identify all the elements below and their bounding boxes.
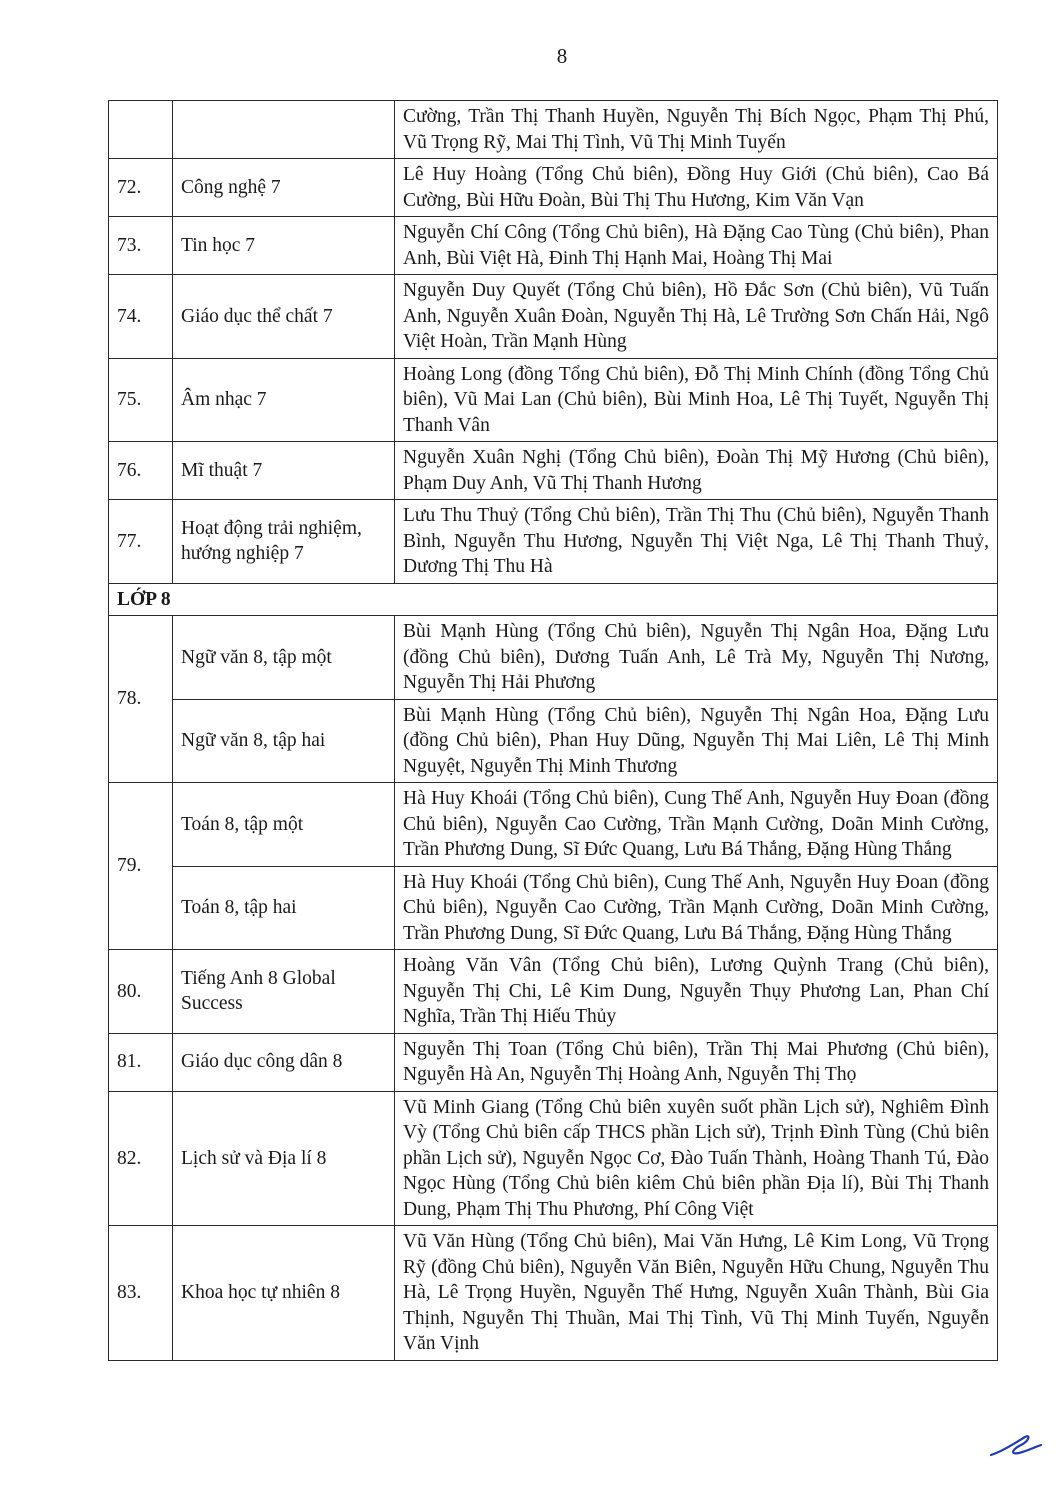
book-authors: Nguyễn Duy Quyết (Tổng Chủ biên), Hồ Đắc Sơn (Chủ biên), Vũ Tuấn Anh, Nguyễn Xuân Đoàn, Nguyễn Thị Hà, Lê Trường Sơn Chấn Hải, Ngô Việt Hoàn, Trần Mạnh Hùng bbox=[395, 275, 998, 359]
page-number: 8 bbox=[556, 44, 568, 68]
table-row bbox=[109, 950, 998, 1034]
book-title: Ngữ văn 8, tập một bbox=[173, 616, 395, 700]
book-authors: Cường, Trần Thị Thanh Huyền, Nguyễn Thị Bích Ngọc, Phạm Thị Phú, Vũ Trọng Rỹ, Mai Thị Tình, Vũ Thị Minh Tuyến bbox=[395, 101, 998, 159]
row-number: 73. bbox=[109, 217, 173, 275]
table-row bbox=[109, 866, 998, 950]
book-title: Giáo dục thể chất 7 bbox=[173, 275, 395, 359]
book-authors: Lê Huy Hoàng (Tổng Chủ biên), Đồng Huy Giới (Chủ biên), Cao Bá Cường, Bùi Hữu Đoàn, Bùi Thị Thu Hương, Kim Văn Vạn bbox=[395, 159, 998, 217]
table-row bbox=[109, 616, 998, 700]
row-number: 75. bbox=[109, 358, 173, 442]
book-authors: Nguyễn Xuân Nghị (Tổng Chủ biên), Đoàn Thị Mỹ Hương (Chủ biên), Phạm Duy Anh, Vũ Thị Thanh Hương bbox=[395, 442, 998, 500]
row-number: 79. bbox=[109, 783, 173, 950]
book-title: Giáo dục công dân 8 bbox=[173, 1033, 395, 1091]
table-row bbox=[109, 1033, 998, 1091]
section-row bbox=[109, 583, 998, 616]
book-title: Tiếng Anh 8 Global Success bbox=[173, 950, 395, 1034]
book-authors: Vũ Minh Giang (Tổng Chủ biên xuyên suốt phần Lịch sử), Nghiêm Đình Vỳ (Tổng Chủ biên cấp THCS phần Lịch sử), Trịnh Đình Tùng (Chủ biên phần Lịch sử), Nguyễn Ngọc Cơ, Đào Tuấn Thành, Hoàng Thanh Tú, Đào Ngọc Hùng (Tổng Chủ biên kiêm Chủ biên phần Địa lí), Bùi Thị Thanh Dung, Phạm Thị Thu Phương, Phí Công Việt bbox=[395, 1091, 998, 1226]
book-title: Âm nhạc 7 bbox=[173, 358, 395, 442]
section-heading: LỚP 8 bbox=[109, 583, 998, 616]
row-number: 81. bbox=[109, 1033, 173, 1091]
book-title: Tin học 7 bbox=[173, 217, 395, 275]
row-number: 72. bbox=[109, 159, 173, 217]
book-title: Mĩ thuật 7 bbox=[173, 442, 395, 500]
table-row bbox=[109, 101, 998, 159]
row-number: 83. bbox=[109, 1226, 173, 1361]
table-body bbox=[109, 101, 998, 1361]
textbook-table bbox=[108, 100, 998, 1361]
table-row bbox=[109, 500, 998, 584]
book-title: Công nghệ 7 bbox=[173, 159, 395, 217]
book-authors: Hà Huy Khoái (Tổng Chủ biên), Cung Thế Anh, Nguyễn Huy Đoan (đồng Chủ biên), Nguyễn Cao Cường, Trần Mạnh Cường, Doãn Minh Cường, Trần Phương Dung, Sĩ Đức Quang, Lưu Bá Thắng, Đặng Hùng Thắng bbox=[395, 866, 998, 950]
book-authors: Lưu Thu Thuỷ (Tổng Chủ biên), Trần Thị Thu (Chủ biên), Nguyễn Thanh Bình, Nguyễn Thu Hương, Nguyễn Thị Việt Nga, Lê Thị Thanh Thuỷ, Dương Thị Thu Hà bbox=[395, 500, 998, 584]
book-authors: Bùi Mạnh Hùng (Tổng Chủ biên), Nguyễn Thị Ngân Hoa, Đặng Lưu (đồng Chủ biên), Dương Tuấn Anh, Lê Trà My, Nguyễn Thị Nương, Nguyễn Thị Hải Phương bbox=[395, 616, 998, 700]
book-title: Ngữ văn 8, tập hai bbox=[173, 699, 395, 783]
row-number: 82. bbox=[109, 1091, 173, 1226]
book-title: Hoạt động trải nghiệm, hướng nghiệp 7 bbox=[173, 500, 395, 584]
book-title: Lịch sử và Địa lí 8 bbox=[173, 1091, 395, 1226]
book-title bbox=[173, 101, 395, 159]
book-authors: Bùi Mạnh Hùng (Tổng Chủ biên), Nguyễn Thị Ngân Hoa, Đặng Lưu (đồng Chủ biên), Phan Huy Dũng, Nguyễn Thị Mai Liên, Lê Thị Minh Nguyệt, Nguyễn Thị Minh Thương bbox=[395, 699, 998, 783]
row-number: 74. bbox=[109, 275, 173, 359]
book-authors: Nguyễn Thị Toan (Tổng Chủ biên), Trần Thị Mai Phương (Chủ biên), Nguyễn Hà An, Nguyễn Thị Hoàng Anh, Nguyễn Thị Thọ bbox=[395, 1033, 998, 1091]
book-title: Khoa học tự nhiên 8 bbox=[173, 1226, 395, 1361]
book-authors: Hoàng Văn Vân (Tổng Chủ biên), Lương Quỳnh Trang (Chủ biên), Nguyễn Thị Chi, Lê Kim Dung, Nguyễn Thụy Phương Lan, Phan Chí Nghĩa, Trần Thị Hiếu Thủy bbox=[395, 950, 998, 1034]
table-row bbox=[109, 358, 998, 442]
row-number: 76. bbox=[109, 442, 173, 500]
table-row bbox=[109, 699, 998, 783]
signature-mark bbox=[985, 1425, 1045, 1465]
book-authors: Hà Huy Khoái (Tổng Chủ biên), Cung Thế Anh, Nguyễn Huy Đoan (đồng Chủ biên), Nguyễn Cao Cường, Trần Mạnh Cường, Doãn Minh Cường, Trần Phương Dung, Sĩ Đức Quang, Lưu Bá Thắng, Đặng Hùng Thắng bbox=[395, 783, 998, 867]
book-authors: Nguyễn Chí Công (Tổng Chủ biên), Hà Đặng Cao Tùng (Chủ biên), Phan Anh, Bùi Việt Hà, Đinh Thị Hạnh Mai, Hoàng Thị Mai bbox=[395, 217, 998, 275]
book-authors: Hoàng Long (đồng Tổng Chủ biên), Đỗ Thị Minh Chính (đồng Tổng Chủ biên), Vũ Mai Lan (Chủ biên), Bùi Minh Hoa, Lê Thị Tuyết, Nguyễn Thị Thanh Vân bbox=[395, 358, 998, 442]
table-row bbox=[109, 275, 998, 359]
table-row bbox=[109, 1226, 998, 1361]
row-number: 80. bbox=[109, 950, 173, 1034]
table-row bbox=[109, 1091, 998, 1226]
table-row bbox=[109, 783, 998, 867]
row-number: 77. bbox=[109, 500, 173, 584]
book-title: Toán 8, tập hai bbox=[173, 866, 395, 950]
table-row bbox=[109, 442, 998, 500]
book-title: Toán 8, tập một bbox=[173, 783, 395, 867]
book-authors: Vũ Văn Hùng (Tổng Chủ biên), Mai Văn Hưng, Lê Kim Long, Vũ Trọng Rỹ (đồng Chủ biên), Nguyễn Văn Biên, Nguyễn Hữu Chung, Nguyễn Thu Hà, Lê Trọng Huyền, Nguyễn Thế Hưng, Nguyễn Xuân Thành, Bùi Gia Thịnh, Nguyễn Thị Thuần, Mai Thị Tình, Vũ Thị Minh Tuyến, Nguyễn Văn Vịnh bbox=[395, 1226, 998, 1361]
table-row bbox=[109, 159, 998, 217]
table-row bbox=[109, 217, 998, 275]
row-number bbox=[109, 101, 173, 159]
row-number: 78. bbox=[109, 616, 173, 783]
